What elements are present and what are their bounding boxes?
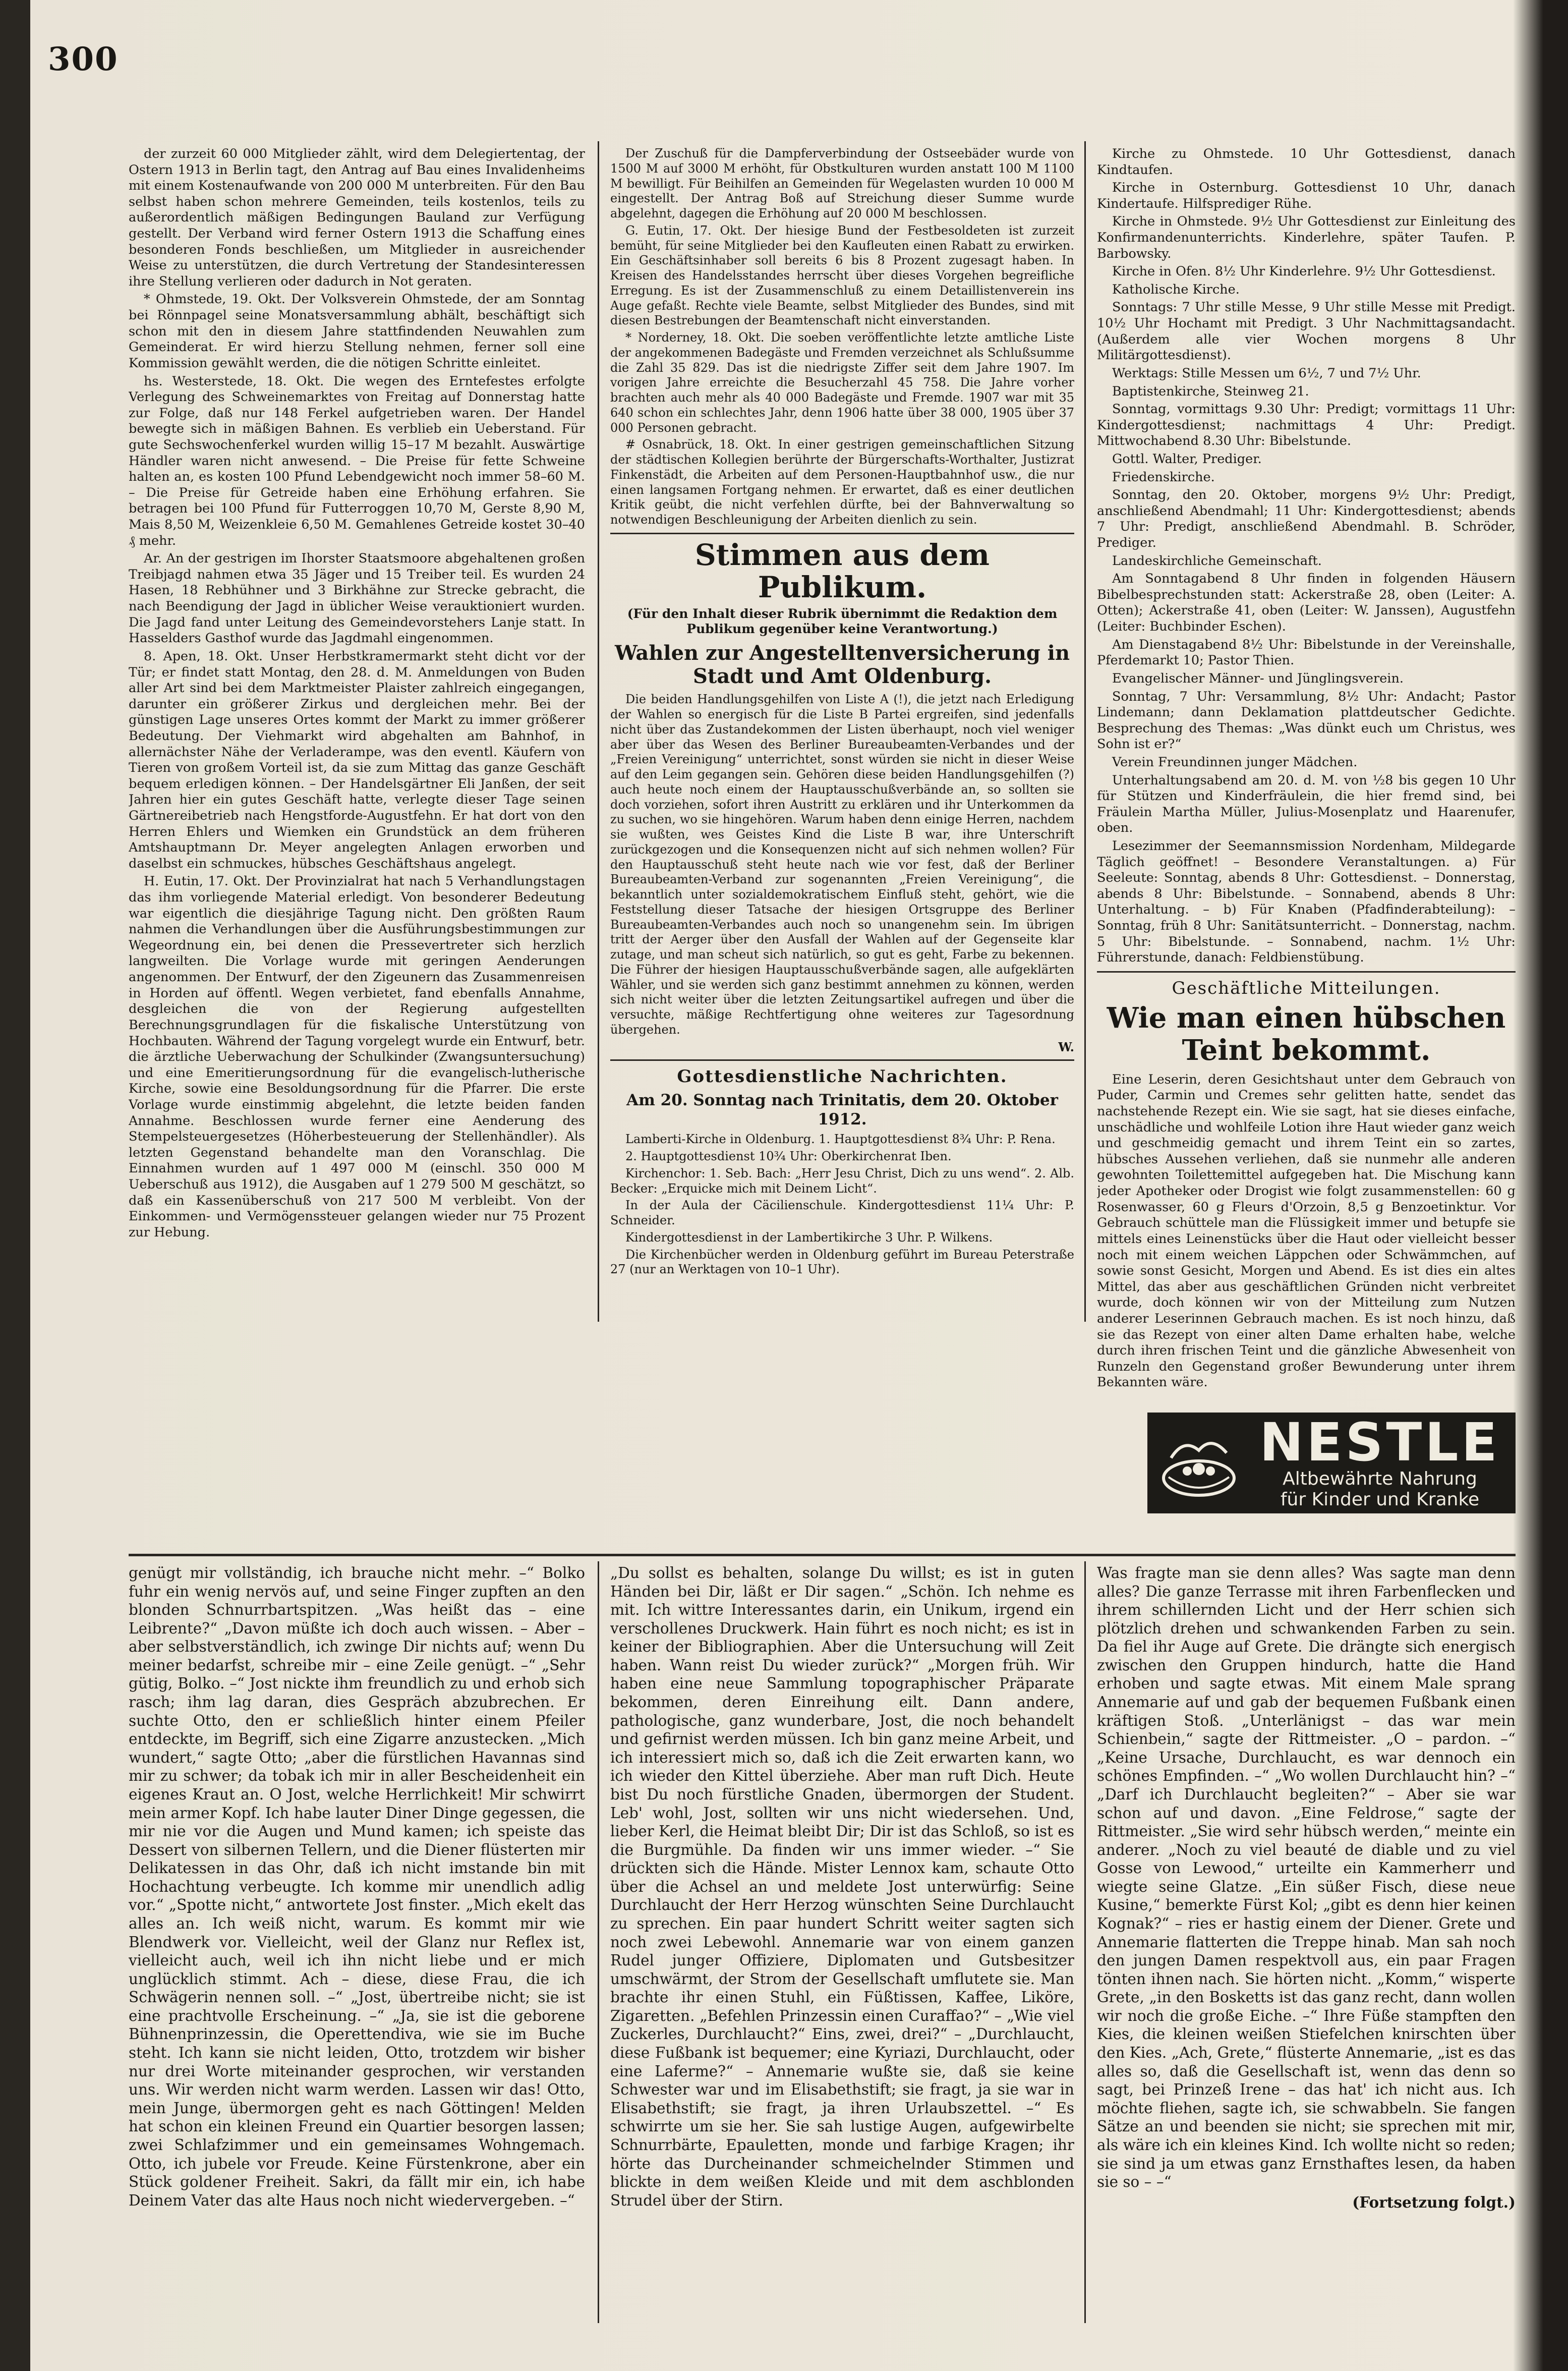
news-paragraph: 8. Apen, 18. Okt. Unser Herbstkramermarkt steht dicht vor der Tür; er findet statt Montag, den 28. d. M. Anmeldungen von Buden aller Art sind bei dem Marktmeister Plaister zahlreich eingegangen, darunter ein größerer Zirkus und dergleichen mehr. Bei der günstigen Lage unseres Ortes kommt der Markt zu immer größerer Bedeutung. Der Viehmarkt wird abgehalten am Bahnhof, in allernächster Nähe der Verladerampe, was den eventl. Käufern von Tieren von großem Vorteil ist, da sie zum Mittag das ganze Geschäft bequem erledigen können. – Der Handelsgärtner Eli Janßen, der seit Jahren hier ein gutes Geschäft hatte, verlegte dieser Tage seinen Gärtnereibetrieb nach Hengstforde-Augustfehn. Er hat dort von den Herren Ehlers und Wiemken ein Grundstück an dem früheren Amtshauptmann Dr. Meyer angelegten Anlagen erworben und daselbst ein schmuckes, hübsches Geschäftshaus angelegt.	[129, 648, 585, 871]
section-rule	[1097, 971, 1516, 973]
wahlen-title: Wahlen zur Angestelltenversicherung in Stadt und Amt Oldenburg.	[614, 641, 1070, 689]
column-rule	[598, 141, 599, 1322]
news-paragraph: Der Zuschuß für die Dampferverbindung der Ostseebäder wurde von 1500 M auf 3000 M erhöht, für Obstkulturen wurden anstatt 100 M 1100 M bewilligt. Für Beihilfen an Gemeinden für Wegelasten wurden 10 000 M eingestellt. Der Antrag Boß auf Streichung dieser Summe wurde abgelehnt, dagegen die Erhöhung auf 20 000 M beschlossen.	[610, 146, 1074, 220]
feuilleton-separator	[129, 1554, 1516, 1556]
gottesdienst-title: Gottesdienstliche Nachrichten.	[677, 1066, 1008, 1087]
publikum-note: (Für den Inhalt dieser Rubrik übernimmt die Redaktion dem Publikum gegenüber keine Verantwortung.)	[627, 606, 1058, 637]
news-paragraph: H. Eutin, 17. Okt. Der Provinzialrat hat nach 5 Verhandlungstagen das ihm vorliegende Material erledigt. Von besonderer Bedeutung war eigentlich die diesjährige Tagung nicht. Den größten Raum nahmen die Verhandlungen über die Ausführungsbestimmungen zur Wegeordnung ein, bei denen die Pressevertreter sich herzlich langweilten. Die Vorlage wurde mit geringen Aenderungen angenommen. Der Entwurf, der den Zigeunern das Zusammenreisen in Horden auf öffentl. Wegen verbietet, fand ebenfalls Annahme, desgleichen die von der Regierung aufgestellten Berechnungsgrundlagen für die fiskalische Unterstützung von Hochbauten. Während der Tagung vorgelegt wurde ein Entwurf, betr. die ärztliche Ueberwachung der Schulkinder (Zwangsuntersuchung) und eine Emeritierungsordnung für die evangelisch-lutherische Kirche, sowie eine Besoldungsordnung für die Pfarrer. Die erste Vorlage wurde einstimmig abgelehnt, die letzte beiden fanden Annahme. Beschlossen wurde ferner eine Aenderung des Stempelsteuergesetzes (Höherbesteuerung der Stellenhändler). Als letzten Gegenstand behandelte man den Voranschlag. Die Einnahmen wurden auf 1 497 000 M (einschl. 350 000 M Ueberschuß aus 1912), die Ausgaben auf 1 279 500 M geschätzt, so daß ein Kassenüberschuß von 217 500 M verbleibt. Von der Einkommen- und Vermögenssteuer gelangen wieder nur 75 Prozent zur Hebung.	[129, 874, 585, 1240]
church-notices	[1097, 146, 1516, 966]
church-notice: Sonntag, 7 Uhr: Versammlung, 8½ Uhr: Andacht; Pastor Lindemann; dann Deklamation plattdeutscher Gedichte. Besprechung des Themas: „Was dünkt euch um Christus, wes Sohn ist er?“	[1097, 689, 1516, 752]
column-3-church-and-ads	[1097, 146, 1516, 1407]
church-notice: Evangelischer Männer- und Jünglingsverein.	[1112, 670, 1404, 686]
section-rule	[610, 533, 1074, 534]
gottesdienst-items	[610, 1132, 1074, 1277]
business-header: Geschäftliche Mitteilungen.	[1172, 978, 1441, 998]
news-paragraph: der zurzeit 60 000 Mitglieder zählt, wird dem Delegiertentag, der Ostern 1913 in Berlin tagt, den Antrag auf Bau eines Invalidenheims mit einem Kostenaufwande von 200 000 M unterbreiten. Für den Bau selbst haben schon mehrere Gemeinden, teils kostenlos, teils zu außerordentlich mäßigen Bedingungen Bauland zur Verfügung gestellt. Der Verband wird ferner Ostern 1913 die Schaffung eines besonderen Fonds beschließen, um Mitglieder in ausreichender Weise zu unterstützen, die durch Vertretung der Standesinteressen ihre Stellung verlieren oder dadurch in Not geraten.	[129, 146, 585, 289]
news-paragraph: # Osnabrück, 18. Okt. In einer gestrigen gemeinschaftlichen Sitzung der städtischen Kollegien berührte der Bürgerschafts-Worthalter, Justizrat Finkenstädt, die Arbeiten auf dem Personen-Hauptbahnhof usw., die nur einen langsamen Fortgang nehmen. Er erwartet, daß es einer deutlichen Kritik geübt, die nicht verfehlen dürfte, bei der Bahnverwaltung so notwendigen Beschleunigung der Arbeiten dienlich zu sein.	[610, 437, 1074, 527]
church-notice: Gottl. Walter, Prediger.	[1112, 451, 1262, 467]
column-2-news-and-publikum	[610, 146, 1074, 1322]
column-1-local-news	[129, 146, 585, 1322]
church-notice: Unterhaltungsabend am 20. d. M. von ½8 bis gegen 10 Uhr für Stützen und Kinderfräulein, die hier fremd sind, bei Fräulein Martha Müller, Julius-Mosenplatz und Haarenufer, oben.	[1097, 772, 1516, 836]
church-notice: Landeskirchliche Gemeinschaft.	[1112, 553, 1322, 569]
service-item: Kirchenchor: 1. Seb. Bach: „Herr Jesu Christ, Dich zu uns wend“. 2. Alb. Becker: „Erquicke mich mit Deinem Licht“.	[610, 1166, 1074, 1196]
news-paragraph: hs. Westerstede, 18. Okt. Die wegen des Erntefestes erfolgte Verlegung des Schweinemarktes von Freitag auf Donnerstag hatte zur Folge, daß nur 148 Ferkel aufgetrieben waren. Der Handel bewegte sich in mäßigen Bahnen. Es verblieb ein Ueberstand. Für gute Sechswochenferkel wurden willig 15–17 M bezahlt. Auswärtige Händler waren nicht anwesend. – Die Preise für fette Schweine halten an, es kosten 100 Pfund Lebendgewicht noch immer 58–60 M. – Die Preise für Getreide haben eine Erhöhung erfahren. Sie betragen bei 100 Pfund für Futterroggen 10,70 M, Gerste 8,90 M, Mais 8,50 M, Weizenkleie 6,50 M. Gemahlenes Getreide kostet 30–40 ₰ mehr.	[129, 373, 585, 548]
nestle-text	[1244, 1411, 1516, 1510]
church-notice: Am Sonntagabend 8 Uhr finden in folgenden Häusern Bibelbesprechstunden statt: Ackerstraße 28, oben (Leiter: A. Otten); Ackerstraße 41, oben (Leiter: W. Janssen), Augustfehn (Leiter: Buchbinder Eschen).	[1097, 571, 1516, 635]
nestle-brand: NESTLE	[1259, 1411, 1500, 1473]
church-notice: Verein Freundinnen junger Mädchen.	[1112, 754, 1358, 770]
church-notice: Sonntag, den 20. Oktober, morgens 9½ Uhr: Predigt, anschließend Abendmahl; 11 Uhr: Kindergottesdienst; abends 7 Uhr: Predigt, anschließend Abendmahl. B. Schröder, Prediger.	[1097, 487, 1516, 551]
church-notice: Am Dienstagabend 8½ Uhr: Bibelstunde in der Vereinshalle, Pferdemarkt 10; Pastor Thien.	[1097, 637, 1516, 668]
church-notice: Sonntag, vormittags 9.30 Uhr: Predigt; vormittags 11 Uhr: Kindergottesdienst; nachmittags 4 Uhr: Predigt. Mittwochabend 8.30 Uhr: Bibelstunde.	[1097, 402, 1516, 449]
service-item: Die Kirchenbücher werden in Oldenburg geführt im Bureau Peterstraße 27 (nur an Werktagen von 10–1 Uhr).	[610, 1247, 1074, 1277]
church-notice: Baptistenkirche, Steinweg 21.	[1112, 383, 1309, 399]
feuilleton-text-1: genügt mir vollständig, ich brauche nicht mehr. –“ Bolko fuhr ein wenig nervös auf, und seine Finger zupften an den blonden Schnurrbartspitzen. „Was heißt das – eine Leibrente?“ „Davon müßte ich doch auch wissen. – Aber – aber selbstverständlich, ich zwinge Dir nichts auf; wenn Du meiner bedarfst, schreibe mir – eine Zeile genügt. –“ „Sehr gütig, Bolko. –“ Jost nickte ihm freundlich zu und erhob sich rasch; ihm lag daran, dies Gespräch abzubrechen. Er suchte Otto, den er schließlich hinter einem Pfeiler entdeckte, im Begriff, sich eine Zigarre anzustecken. „Mich wundert,“ sagte Otto; „aber die fürstlichen Havannas sind mir zu schwer; da tobak ich mir in aller Bescheidenheit ein eigenes Kraut an. O Jost, welche Herrlichkeit! Mir schwirrt mein armer Kopf. Ich habe lauter Diner Dinge gegessen, die mir nie vor die Augen und Mund kamen; ich speiste das Dessert von silbernen Tellern, und die Diener flüsterten mir Delikatessen in das Ohr, daß ich nicht imstande bin mit Hochachtung verbeugte. Ich komme mir unendlich adlig vor.“ „Spotte nicht,“ antwortete Jost finster. „Mich ekelt das alles an. Ich weiß nicht, warum. Es kommt mir wie Blendwerk vor. Vielleicht, weil der Glanz nur Reflex ist, vielleicht auch, weil ich ihn nicht liebe und er mich unglücklich stimmt. Ach – diese, diese Frau, die ich Schwägerin nennen soll. –“ „Jost, übertreibe nicht; sie ist eine prachtvolle Erscheinung. –“ „Ja, sie ist die geborene Bühnenprinzessin, die Operettendiva, wie sie im Buche steht. Ich kann sie nicht leiden, Otto, trotzdem wir bisher nur drei Worte miteinander gesprochen, wir verstanden uns. Wir werden nicht warm werden. Lassen wir das! Otto, mein Junge, übermorgen geht es nach Göttingen! Melden hat schon ein kleinen Freund ein Quartier besorgen lassen; zwei Schlafzimmer und ein gemeinsames Wohngemach. Otto, ich jubele vor Freude. Keine Fürstenkrone, aber ein Stück goldener Freiheit. Sakri, da fällt mir ein, ich habe Deinem Vater das alte Haus noch nicht wiedervergeben. –“	[129, 1564, 585, 2209]
nestle-slogan-line-2: für Kinder und Kranke	[1280, 1489, 1480, 1510]
church-notice: Katholische Kirche.	[1112, 281, 1240, 297]
feuilleton-column-2	[610, 1564, 1074, 2321]
church-notice: Kirche in Osternburg. Gottesdienst 10 Uhr, danach Kindertaufe. Hilfsprediger Rühe.	[1097, 180, 1516, 211]
page-number: 300	[48, 40, 119, 78]
column-rule	[598, 1561, 599, 2323]
church-notice: Sonntags: 7 Uhr stille Messe, 9 Uhr stille Messe mit Predigt. 10½ Uhr Hochamt mit Predigt. 3 Uhr Nachmittagsandacht. (Außerdem alle vier Wochen morgens 8 Uhr Militärgottesdienst).	[1097, 300, 1516, 363]
feuilleton-text-2: „Du sollst es behalten, solange Du willst; es ist in guten Händen bei Dir, läßt er Dir sagen.“ „Schön. Ich nehme es mit. Ich wittre Interessantes darin, ein Unikum, irgend ein verschollenes Druckwerk. Hain führt es noch nicht; es ist in keiner der Bibliographien. Aber die Untersuchung will Zeit haben. Wann reist Du wieder zurück?“ „Morgen früh. Wir haben eine neue Sammlung topographischer Präparate bekommen, deren Einreihung eilt. Dann andere, pathologische, ganz wunderbare, Jost, die noch behandelt und gefirnist werden müssen. Ich bin ganz meine Arbeit, und ich interessiert mich so, daß ich die Zeit erwarten kann, wo ich wieder den Kittel überziehe. Aber man ruft Dich. Heute bist Du noch fürstliche Gnaden, übermorgen der Student. Leb' wohl, Jost, sollten wir uns nicht wiedersehen. Und, lieber Kerl, die Heimat bleibt Dir; Dir ist das Schloß, so ist es die Burgmühle. Da finden wir uns immer wieder. –“ Sie drückten sich die Hände. Mister Lennox kam, schaute Otto über die Achsel an und meldete Jost unterwürfig: Seine Durchlaucht der Herr Herzog wünschten Seine Durchlaucht zu sprechen. Ein paar hundert Schritt weiter sagten sich noch zwei Lebewohl. Annemarie war von einem ganzen Rudel junger Offiziere, Diplomaten und Gutsbesitzer umschwärmt, der Strom der Gesellschaft umflutete sie. Man brachte ihr einen Stuhl, ein Füßtissen, Kaffee, Liköre, Zigaretten. „Befehlen Prinzessin einen Curaffao?“ – „Wie viel Zuckerles, Durchlaucht?“ Eins, zwei, drei?“ – „Durchlaucht, diese Fußbank ist bequemer; eine Kyriazi, Durchlaucht, oder eine Laferme?“ – Annemarie wußte sie, daß sie keine Schwester war und im Elisabethstift; sie fragt, ja sie war in Elisabethstift; sie fragt, ja ihren Urlaubszettel. –“ Es schwirrte um sie her. Sie sah lustige Augen, aufgewirbelte Schnurrbärte, Epauletten, monde und farbige Kragen; ihr hörte das Durcheinander schmeichelnder Stimmen und blickte in dem weißen Kleide und mit dem aschblonden Strudel über der Stirn.	[610, 1564, 1074, 2209]
news-paragraph: * Norderney, 18. Okt. Die soeben veröffentlichte letzte amtliche Liste der angekommenen Badegäste und Fremden verzeichnet als Schlußsumme die Zahl 35 829. Das ist die niedrigste Ziffer seit dem Jahre 1907. Im vorigen Jahre erreichte die Besucherzahl 45 758. Die Jahre vorher brachten auch mehr als 40 000 Badegäste und Fremde. 1907 war mit 35 640 schon ein schlechtes Jahr, denn 1906 hatte über 38 000, 1905 über 37 000 Personen gebracht.	[610, 330, 1074, 435]
news-paragraph: G. Eutin, 17. Okt. Der hiesige Bund der Festbesoldeten ist zurzeit bemüht, für seine Mitglieder bei den Kaufleuten einen Rabatt zu erwirken. Ein Geschäftsinhaber soll bereits 6 bis 8 Prozent zugesagt haben. In Kreisen des Handelsstandes herrscht über dieses Vorgehen begreifliche Erregung. Es ist der Zusammenschluß zu einem Detaillistenverein ins Auge gefaßt. Rechte viele Beamte, selbst Mitglieder des Bundes, sind mit diesen Bestrebungen der Beamtenschaft nicht einverstanden.	[610, 223, 1074, 328]
column-rule	[1084, 1561, 1086, 2323]
column-2-paragraphs	[610, 146, 1074, 528]
church-notice: Kirche in Ofen. 8½ Uhr Kinderlehre. 9½ Uhr Gottesdienst.	[1112, 264, 1496, 279]
service-item: 2. Hauptgottesdienst 10¾ Uhr: Oberkirchenrat Iben.	[625, 1149, 952, 1164]
gottesdienst-date: Am 20. Sonntag nach Trinitatis, dem 20. Oktober 1912.	[626, 1091, 1058, 1128]
church-notice: Friedenskirche.	[1112, 469, 1215, 485]
section-rule	[610, 1059, 1074, 1061]
wahlen-text: Die beiden Handlungsgehilfen von Liste A (!), die jetzt nach Erledigung der Wahlen so energisch für die Liste B Partei ergreifen, sind jedenfalls nicht über das Zustandekommen der Listen überhaupt, noch viel weniger aber über das Wesen des Berliner Bureaubeamten-Verbandes und der „Freien Vereinigung“ unterrichtet, sonst würden sie nicht in dieser Weise auf den Leim gegangen sein. Gehören diese beiden Handlungsgehilfen (?) auch heute noch einem der Hauptausschußverbände an, so sollten sie doch vorziehen, sofort ihren Austritt zu erklären und ihr Unterkommen da zu suchen, wo sie hingehören. Warum haben denn einige Herren, nachdem sie wußten, wes Geistes Kind die Liste B war, ihre Unterschrift zurückgezogen und die Konsequenzen nicht auf sich nehmen wollen? Für den Hauptausschuß steht heute nach wie vor fest, daß der Berliner Bureaubeamten-Verband zur sogenannten „Freien Vereinigung“, die bekanntlich unter sozialdemokratischem Einfluß steht, gehört, wie die Feststellung dieser Tatsache der hiesigen Ortsgruppe des Berliner Bureaubeamten-Verbandes auch noch so unangenehm sein. Im übrigen tritt der Aerger über den Ausfall der Wahlen auf der Gegenseite klar zutage, und man scheut sich natürlich, so gut es geht, Farbe zu bekennen. Die Führer der hiesigen Hauptausschußverbände sagen, alle aufgeklärten Wähler, und sie werden sich ganz bestimmt annehmen zu können, werden sich nicht weiter über die letzten Zeitungsartikel aufregen und über die versuchte, mäßige Rechtfertigung ohne weiteres zur Tagesordnung übergehen.	[610, 692, 1074, 1037]
wahlen-signature: W.	[1058, 1039, 1074, 1054]
church-notice: Kirche in Ohmstede. 9½ Uhr Gottesdienst zur Einleitung des Konfirmandenunterrichts. Kinderlehre, später Taufen. P. Barbowsky.	[1097, 214, 1516, 261]
continuation-note: (Fortsetzung folgt.)	[1352, 2193, 1516, 2211]
church-notice: Kirche zu Ohmstede. 10 Uhr Gottesdienst, danach Kindtaufen.	[1097, 146, 1516, 178]
nestle-advertisement	[1147, 1413, 1516, 1513]
publikum-title: Stimmen aus dem Publikum.	[694, 537, 990, 604]
church-notice: Lesezimmer der Seemannsmission Nordenham, Mildegarde Täglich geöffnet! – Besondere Veranstaltungen. a) Für Seeleute: Sonntag, abends 8 Uhr: Gottesdienst. – Donnerstag, abends 8 Uhr: Bibelstunde. – Sonnabend, abends 8 Uhr: Unterhaltung. – b) Für Knaben (Pfadfinderabteilung): – Sonntag, früh 8 Uhr: Sanitätsunterricht. – Donnerstag, nachm. 5 Uhr: Bibelstunde. – Sonnabend, nachm. 1½ Uhr: Führerstunde, danach: Feldbienstübung.	[1097, 838, 1516, 966]
bird-nest-logo-icon	[1153, 1420, 1244, 1506]
church-notice: Werktags: Stille Messen um 6½, 7 und 7½ Uhr.	[1112, 365, 1421, 381]
nestle-slogan-line-1: Altbewährte Nahrung	[1283, 1468, 1477, 1489]
service-item: Lamberti-Kirche in Oldenburg. 1. Hauptgottesdienst 8¾ Uhr: P. Rena.	[625, 1132, 1056, 1147]
feuilleton-text-3: Was fragte man sie denn alles? Was sagte man denn alles? Die ganze Terrasse mit ihren Farbenflecken und ihrem schillernden Licht und der Herr schien sich plötzlich drehen und schwankenden Farben zu sein. Da fiel ihr Auge auf Grete. Die drängte sich energisch zwischen den Gruppen hindurch, hatte die Hand erhoben und sagte etwas. Mit einem Male sprang Annemarie auf und gab der bequemen Fußbank einen kräftigen Stoß. „Unterlänigst – das war mein Schienbein,“ sagte der Rittmeister. „O – pardon. –“ „Keine Ursache, Durchlaucht, es war dennoch ein schönes Empfinden. –“ „Wo wollen Durchlaucht hin? –“ „Darf ich Durchlaucht begleiten?“ – Aber sie war schon auf und davon. „Eine Feldrose,“ sagte der Rittmeister. „Sie wird sehr hübsch werden,“ meinte ein anderer. „Noch zu viel beauté de diable und zu viel Gosse von Lewood,“ urteilte ein Kammerherr und wiegte seine Glatze. „Ein süßer Fisch, diese neue Kusine,“ bemerkte Fürst Kol; „gibt es denn hier keinen Kognak?“ – ries er hastig einem der Diener. Grete und Annemarie flatterten die Treppe hinab. Man sah noch den jungen Damen respektvoll aus, ein paar Fragen tönten ihnen nach. Sie hörten nicht. „Komm,“ wisperte Grete, „in den Bosketts ist das ganz recht, dann wollen wir noch die große Eiche. –“ Ihre Füße stampften den Kies, die kleinen weißen Stiefelchen knirschten über den Kies. „Ach, Grete,“ flüsterte Annemarie, „ist es das alles so, daß die Gesellschaft ist, wenn das denn so sagt, bei Prinzeß Irene – das hat' ich nicht aus. Ich möchte fliehen, sagte ich, sie schwabbeln. Sie fangen Sätze an und beenden sie nicht; sie sprechen mit mir, als wäre ich ein kleines Kind. Ich wollte nicht so reden; sie sind ja um etwas ganz Ernsthaftes lesen, da haben sie so – –“	[1097, 1564, 1516, 2191]
teint-ad-title: Wie man einen hübschen Teint bekommt.	[1107, 1001, 1506, 1067]
news-paragraph: Ar. An der gestrigen im Ihorster Staatsmoore abgehaltenen großen Treibjagd nahmen etwa 35 Jäger und 15 Treiber teil. Es wurden 24 Hasen, 18 Rebhühner und 3 Birkhähne zur Strecke gebracht, die nach Beendigung der Jagd in üblicher Weise verauktioniert wurden. Die Jagd fand unter Leitung des Gemeindevorstehers Lanje statt. In Hasselders Gasthof wurde das Jagdmahl eingenommen.	[129, 551, 585, 646]
service-item: Kindergottesdienst in der Lambertikirche 3 Uhr. P. Wilkens.	[625, 1230, 993, 1245]
teint-ad-text: Eine Leserin, deren Gesichtshaut unter dem Gebrauch von Puder, Carmin und Cremes sehr gelitten hatte, sendet das nachstehende Rezept ein. Wie sie sagt, hat sie dieses einfache, unschädliche und wohlfeile Lotion ihre Haut wieder ganz weich und geschmeidig gemacht und ihrem Teint ein so zartes, hübsches Aussehen verliehen, daß sie nunmehr alle anderen gewohnten Toilettemittel aufgegeben hat. Die Mischung kann jeder Apotheker oder Drogist wie folgt zusammenstellen: 60 g Rosenwasser, 60 g Fleurs d'Orzoin, 8,5 g Benzoetinktur. Vor Gebrauch schüttele man die Flüssigkeit immer und betupfe sie mittels eines Leinenstücks über die Haut oder vielleicht besser noch mit einem weichen Läppchen oder Schwämmchen, auf sowie sonst Gesicht, Morgen und Abend. Es ist dies ein altes Mittel, das aber aus geschäftlichen Gründen nicht verbreitet wurde, doch können wir von der Mitteilung zum Nutzen anderer Leserinnen Gebrauch machen. Es ist noch hinzu, daß sie das Rezept von einer alten Dame erhalten habe, welche durch ihren frischen Teint und die gänzliche Abwesenheit von Runzeln den Gegenstand großer Bewunderung unter ihrem Bekannten wäre.	[1097, 1071, 1516, 1390]
feuilleton-column-3	[1097, 1564, 1516, 2321]
feuilleton-column-1	[129, 1564, 585, 2321]
news-paragraph: * Ohmstede, 19. Okt. Der Volksverein Ohmstede, der am Sonntag bei Rönnpagel seine Monatsversammlung abhält, beschäftigt sich schon mit den in diesem Jahre stattfindenden Neuwahlen zum Gemeinderat. Er wird hierzu Stellung nehmen, ferner soll eine Kommission gewählt werden, die die nötigen Schritte einleitet.	[129, 292, 585, 371]
column-rule	[1084, 141, 1086, 1322]
service-item: In der Aula der Cäcilienschule. Kindergottesdienst 11¼ Uhr: P. Schneider.	[610, 1198, 1074, 1228]
